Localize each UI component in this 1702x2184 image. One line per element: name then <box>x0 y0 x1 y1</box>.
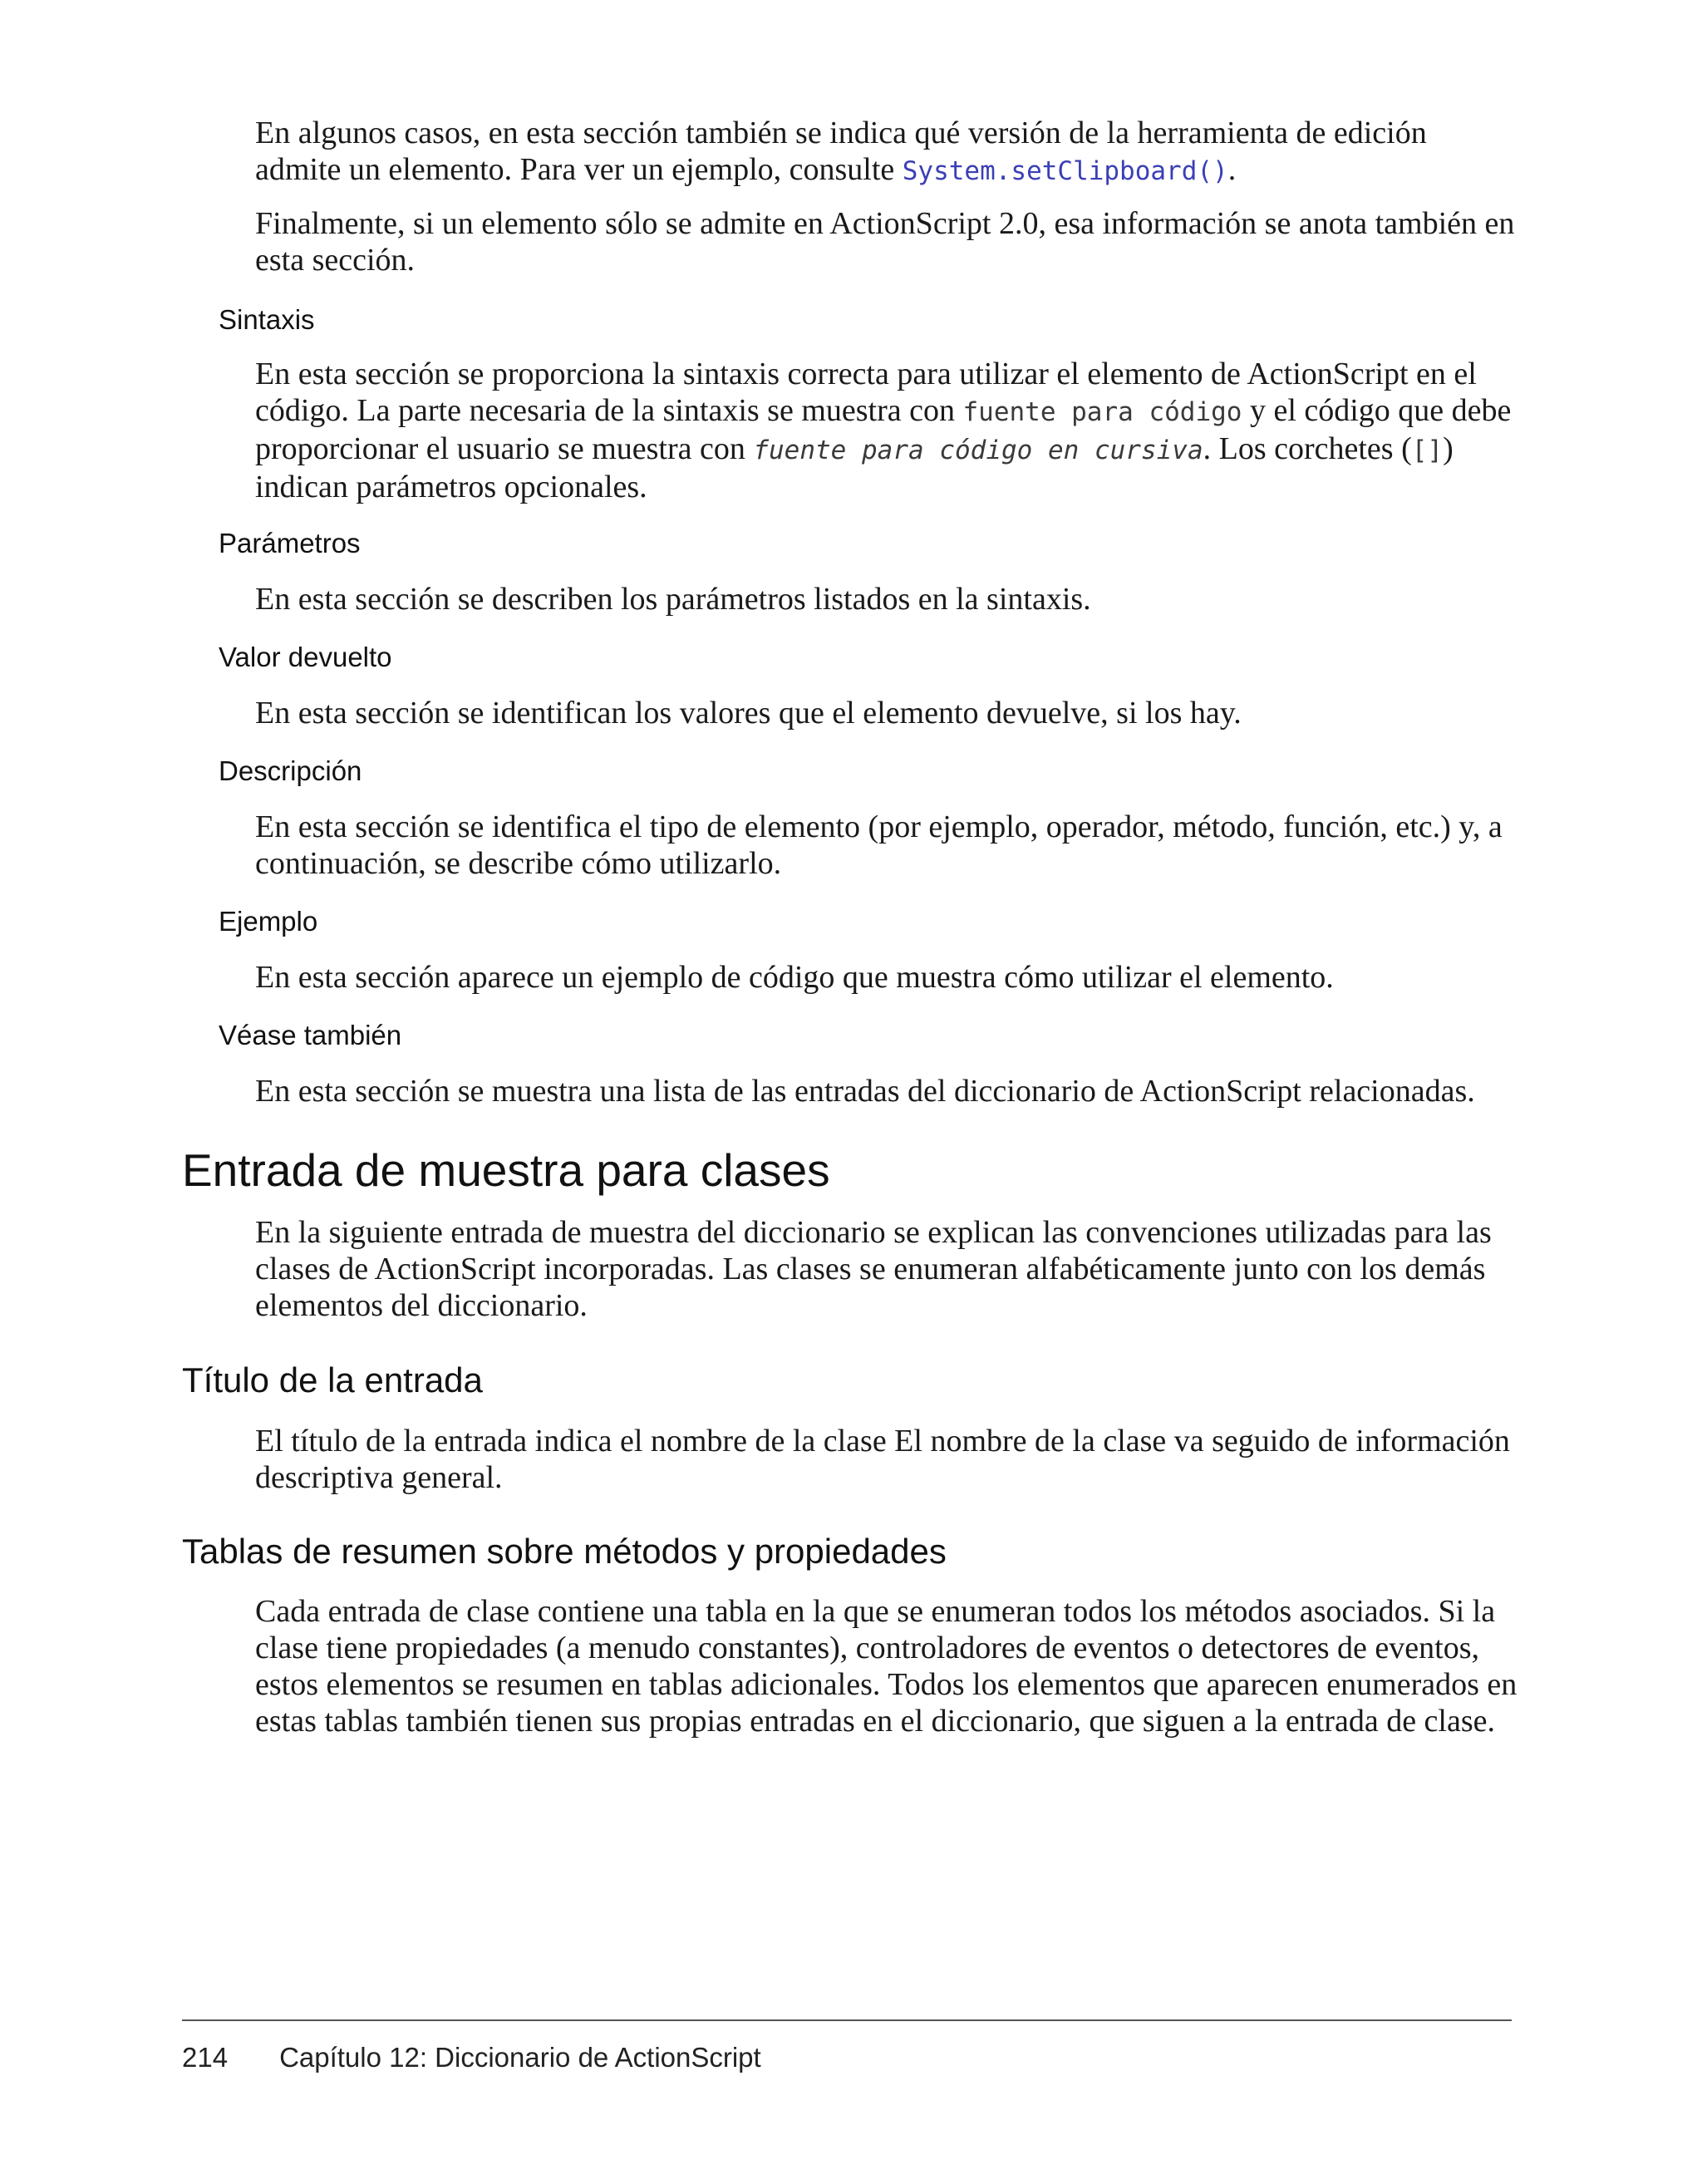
sintaxis-text-3: . Los corchetes ( <box>1203 431 1412 466</box>
brackets-sample: [] <box>1411 435 1444 465</box>
section-text-vease-tambien: En esta sección se muestra una lista de las entradas del diccionario de ActionScript relacionadas. <box>255 1074 1475 1109</box>
section-text-descripcion: En esta sección se identifica el tipo de elemento (por ejemplo, operador, método, función, etc.) y, a continuación, se describe cómo utilizarlo. <box>255 809 1503 881</box>
heading-titulo-entrada: Título de la entrada <box>182 1360 483 1399</box>
system-setclipboard-link[interactable]: System.setClipboard() <box>902 156 1228 186</box>
titulo-entrada-paragraph: El título de la entrada indica el nombre de la clase El nombre de la clase va seguido de información descriptiva general. <box>255 1424 1510 1495</box>
heading-tablas-resumen: Tablas de resumen sobre métodos y propiedades <box>182 1532 947 1571</box>
intro-text: En algunos casos, en esta sección también se indica qué versión de la herramienta de edición admite un elemento. Para ver un ejemplo, consulte <box>255 116 1427 187</box>
intro-paragraph-as2: Finalmente, si un elemento sólo se admite en ActionScript 2.0, esa información se anota también en esta sección. <box>255 206 1515 278</box>
page-number: 214 <box>182 2042 229 2073</box>
section-text-parametros: En esta sección se describen los parámetros listados en la sintaxis. <box>255 582 1091 617</box>
code-font-sample: fuente para código <box>962 397 1242 427</box>
section-label-descripcion: Descripción <box>219 755 362 786</box>
section-text-sintaxis <box>255 356 1518 505</box>
section-label-vease-tambien: Véase también <box>219 1020 402 1050</box>
sintaxis-text-2: y el código que debe proporcionar el usuario se muestra con <box>255 393 1512 466</box>
code-italic-sample: fuente para código en cursiva <box>753 435 1203 465</box>
page-footer <box>182 2041 761 2074</box>
heading-entrada-muestra-clases: Entrada de muestra para clases <box>182 1144 830 1196</box>
section-label-sintaxis: Sintaxis <box>219 304 315 335</box>
section-label-ejemplo: Ejemplo <box>219 906 318 937</box>
tablas-resumen-paragraph: Cada entrada de clase contiene una tabla en la que se enumeran todos los métodos asociados. Si la clase tiene propiedades (a menudo constantes), controladores de eventos o detectores de eventos, estos elementos se resumen en tablas adicionales. Todos los elementos que aparecen enumerados en estas tablas también tienen sus propias entradas en el diccionario, que siguen a la entrada de clase. <box>255 1594 1518 1739</box>
clases-intro-paragraph: En la siguiente entrada de muestra del diccionario se explican las convenciones utilizadas para las clases de ActionScript incorporadas. Las clases se enumeran alfabéticamente junto con los demás elementos del diccionario. <box>255 1215 1492 1323</box>
section-label-parametros: Parámetros <box>219 528 361 558</box>
sintaxis-text-4: ) indican parámetros opcionales. <box>255 431 1454 504</box>
section-text-ejemplo: En esta sección aparece un ejemplo de código que muestra cómo utilizar el elemento. <box>255 960 1334 995</box>
section-label-valor-devuelto: Valor devuelto <box>219 642 392 672</box>
footer-divider <box>182 2019 1512 2021</box>
chapter-title: Capítulo 12: Diccionario de ActionScript <box>279 2042 761 2073</box>
intro-period: . <box>1227 152 1237 187</box>
intro-paragraph-version <box>255 115 1518 189</box>
section-text-valor-devuelto: En esta sección se identifican los valores que el elemento devuelve, si los hay. <box>255 696 1242 730</box>
sintaxis-text-1: En esta sección se proporciona la sintaxis correcta para utilizar el elemento de ActionScript en el código. La parte necesaria de la sintaxis se muestra con <box>255 357 1477 428</box>
